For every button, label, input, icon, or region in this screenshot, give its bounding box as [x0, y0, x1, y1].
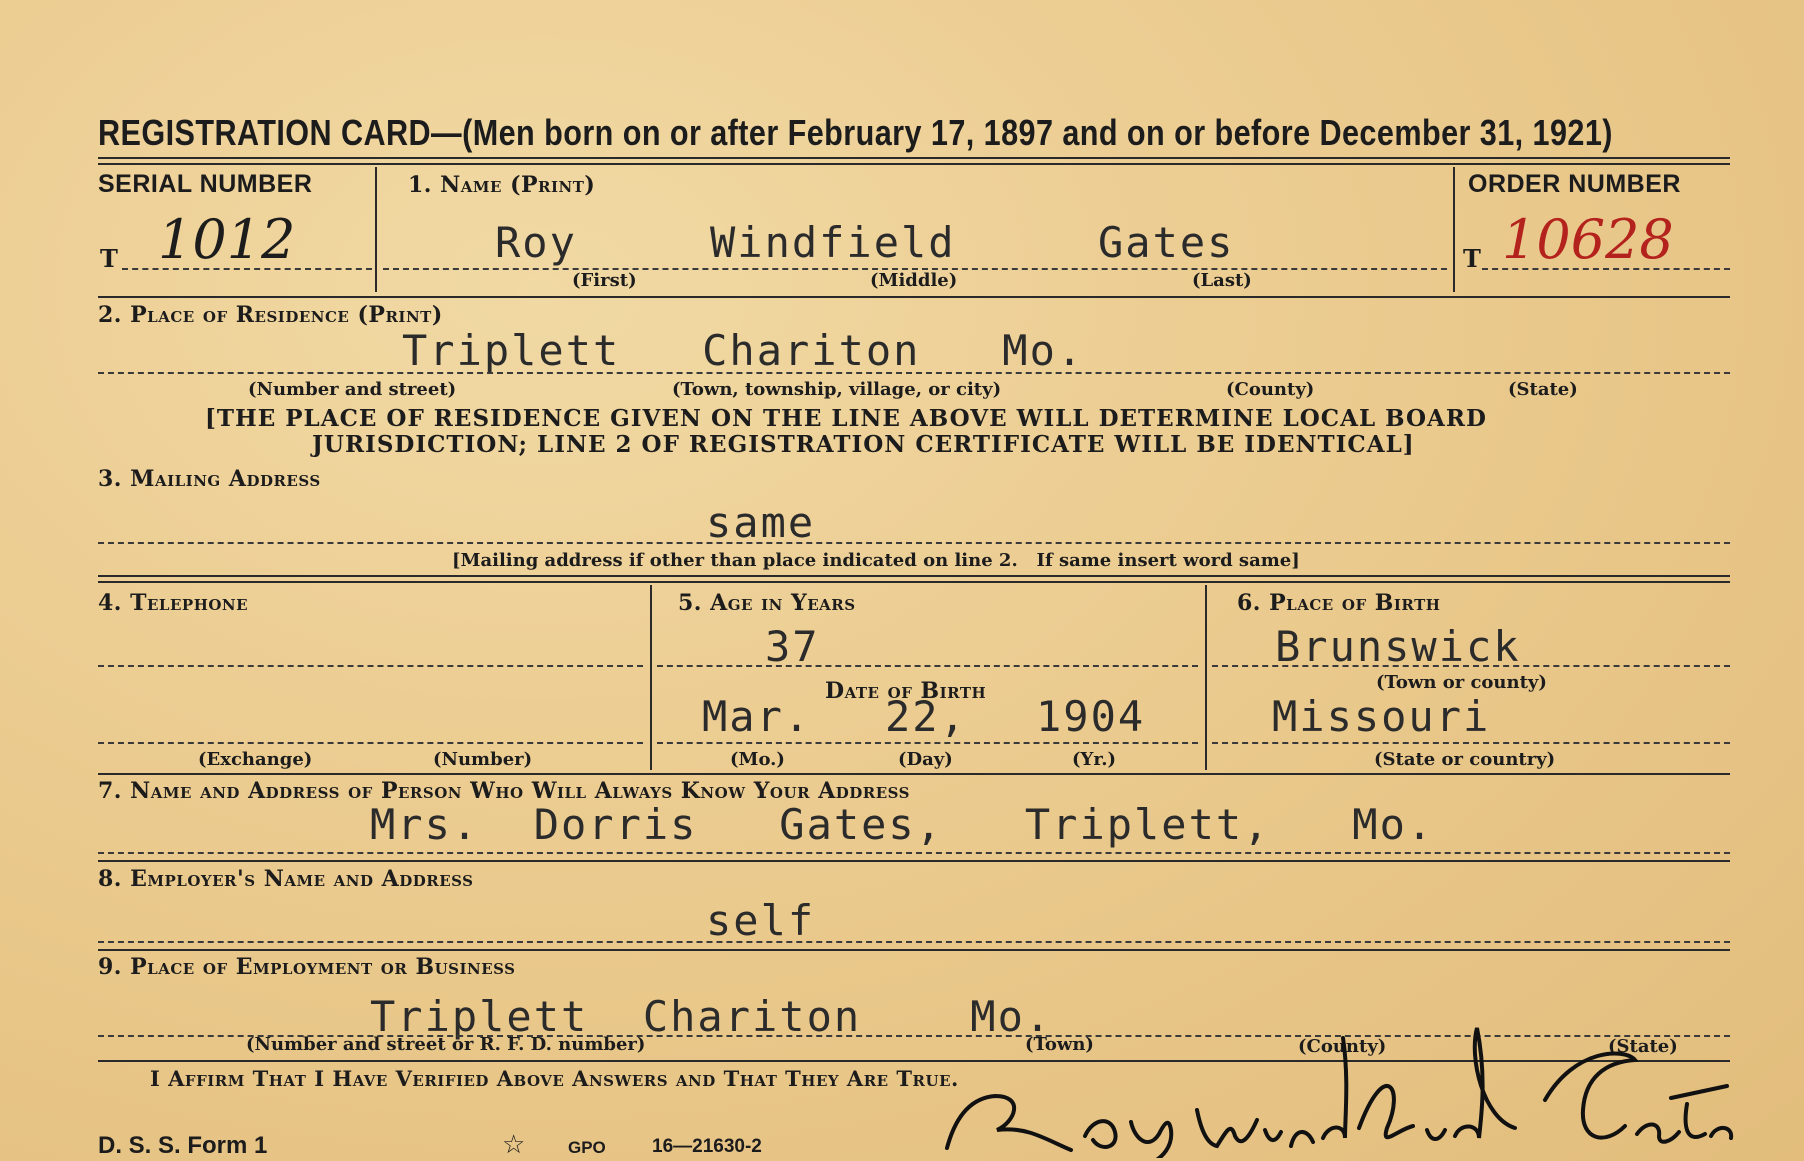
employer-label: 8. Employer's Name and Address	[98, 866, 474, 892]
name-first: Roy	[495, 218, 577, 267]
name-middle-caption: (Middle)	[870, 270, 958, 291]
residence-label: 2. Place of Residence (Print)	[98, 302, 443, 328]
birth-town: Brunswick	[1275, 622, 1521, 671]
contact-label: 7. Name and Address of Person Who Will Always Know Your Address	[98, 778, 911, 804]
serial-number-value: 1012	[158, 208, 296, 271]
birth-state-line	[1212, 742, 1730, 744]
star-icon: ☆	[502, 1130, 526, 1160]
residence-caption-town: (Town, township, village, or city)	[672, 379, 1002, 400]
birth-state: Missouri	[1272, 692, 1491, 741]
serial-number-label: SERIAL NUMBER	[98, 170, 313, 198]
residence-notice-line-2: JURISDICTION; LINE 2 OF REGISTRATION CERTIFICATE WILL BE IDENTICAL]	[312, 431, 1415, 458]
form-number: D. S. S. Form 1	[98, 1132, 268, 1159]
order-number-value: 10628	[1502, 208, 1674, 271]
birth-town-line	[1212, 665, 1730, 667]
signature-graphic	[935, 1018, 1735, 1158]
divider	[650, 585, 652, 770]
telephone-exchange-caption: (Exchange)	[198, 749, 313, 770]
employment-caption-town: (Town)	[1025, 1034, 1094, 1055]
residence-value: Triplett Chariton Mo.	[402, 326, 1085, 375]
telephone-line	[98, 742, 643, 744]
print-code: 16—21630-2	[652, 1136, 762, 1157]
order-prefix: T	[1463, 244, 1481, 273]
title-rule	[98, 157, 1730, 165]
employment-label: 9. Place of Employment or Business	[98, 954, 516, 980]
name-first-caption: (First)	[572, 270, 637, 291]
name-middle: Windfield	[710, 218, 956, 267]
mailing-address-value: same	[706, 498, 816, 547]
dob-day: 22,	[885, 692, 967, 741]
birth-state-caption: (State or country)	[1374, 749, 1556, 770]
residence-caption-street: (Number and street)	[248, 379, 457, 400]
place-of-birth-label: 6. Place of Birth	[1237, 590, 1441, 616]
dob-line	[657, 742, 1198, 744]
employment-caption-street: (Number and street or R. F. D. number)	[246, 1034, 646, 1055]
birth-town-caption: (Town or county)	[1376, 672, 1547, 693]
employer-line	[98, 941, 1730, 943]
age-value: 37	[765, 622, 820, 671]
employment-caption-state: (State)	[1608, 1036, 1678, 1057]
telephone-number-caption: (Number)	[433, 749, 533, 770]
affirmation-text: I Affirm That I Have Verified Above Answers and That They Are True.	[150, 1066, 959, 1091]
age-line	[657, 665, 1198, 667]
employer-value: self	[706, 896, 816, 945]
mailing-line	[98, 542, 1730, 544]
row-rule	[98, 949, 1730, 951]
name-label: 1. Name (Print)	[408, 172, 596, 198]
gpo-mark: GPO	[568, 1138, 606, 1157]
row-rule	[98, 860, 1730, 862]
contact-line	[98, 852, 1730, 854]
serial-line	[122, 268, 372, 270]
contact-value: Mrs. Dorris Gates, Triplett, Mo.	[370, 800, 1435, 849]
dob-year: 1904	[1036, 692, 1146, 741]
employment-caption-county: (County)	[1298, 1036, 1387, 1057]
dob-year-caption: (Yr.)	[1072, 749, 1116, 770]
row-rule	[98, 296, 1730, 298]
residence-caption-county: (County)	[1226, 379, 1315, 400]
divider	[375, 167, 377, 292]
employment-value: Triplett Chariton Mo.	[370, 992, 1053, 1041]
mailing-caption: [Mailing address if other than place indicated on line 2. If same insert word same]	[452, 550, 1300, 571]
mailing-address-label: 3. Mailing Address	[98, 466, 321, 492]
telephone-line	[98, 665, 643, 667]
date-of-birth-label: Date of Birth	[825, 678, 987, 704]
dob-day-caption: (Day)	[898, 749, 953, 770]
dob-month-caption: (Mo.)	[730, 749, 785, 770]
order-line	[1482, 268, 1730, 270]
card-title: REGISTRATION CARD—(Men born on or after February 17, 1897 and on or before December 31, 1921)	[98, 112, 1613, 153]
dob-month: Mar.	[702, 692, 812, 741]
age-label: 5. Age in Years	[678, 590, 856, 616]
residence-caption-state: (State)	[1508, 379, 1578, 400]
serial-prefix: T	[100, 244, 118, 273]
divider	[1205, 585, 1207, 770]
name-last-caption: (Last)	[1192, 270, 1252, 291]
divider	[1453, 167, 1455, 292]
residence-notice-line-1: [THE PLACE OF RESIDENCE GIVEN ON THE LINE ABOVE WILL DETERMINE LOCAL BOARD	[205, 405, 1487, 432]
row-rule	[98, 575, 1730, 583]
order-number-label: ORDER NUMBER	[1468, 170, 1681, 198]
row-rule	[98, 773, 1730, 775]
telephone-label: 4. Telephone	[98, 590, 249, 616]
name-last: Gates	[1098, 218, 1235, 267]
residence-line	[98, 372, 1730, 374]
